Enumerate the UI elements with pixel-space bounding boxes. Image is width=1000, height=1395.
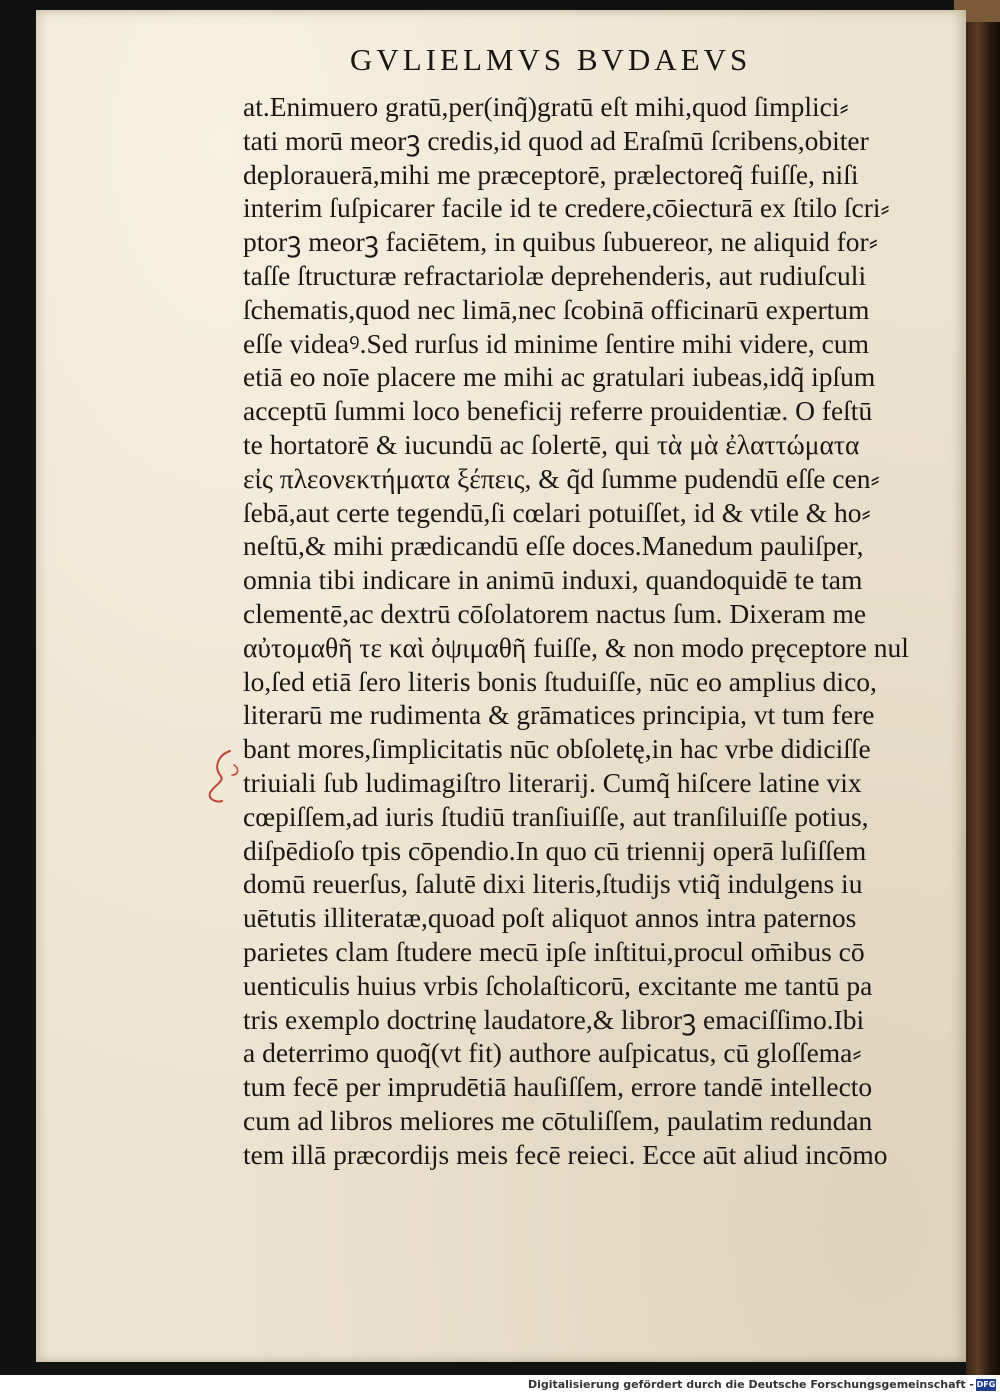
text-line: uenticulis huius vrbis ſcholaſticorū, excitante me tantū pa — [243, 969, 873, 1001]
text-line: tum fecē per imprudētiā hauſiſſem, errore tandē intellecto — [243, 1071, 873, 1103]
text-line: cœpiſſem,ad iuris ſtudiū tranſiuiſſe, aut tranſiluiſſe potius, — [243, 800, 869, 832]
text-line: etiā eo noīe placere me mihi ac gratulari iubeas,idq̃ ipſum — [243, 361, 876, 393]
text-line: literarū me rudimenta & grāmatices principia, vt tum fere — [243, 699, 875, 731]
text-line: tem illā præcordijs meis fecē reieci. Ecce aūt aliud incōmo — [243, 1138, 888, 1170]
text-line: omnia tibi indicare in animū induxi, quandoquidē te tam — [243, 564, 863, 596]
text-line: parietes clam ſtudere mecū ipſe inſtitui,procul om̄ibus cō — [243, 935, 865, 967]
text-line: triuiali ſub ludimagiſtro literarij. Cumq̃ hiſcere latine vix — [243, 766, 862, 798]
text-line: interim ſuſpicarer facile id te credere,cōiecturā ex ſtilo ſcri⸗ — [243, 192, 890, 224]
text-line: ptorꝫ meorꝫ faciētem, in quibus ſubuereor, ne aliquid for⸗ — [243, 226, 878, 258]
text-line: bant mores,ſimplicitatis nūc obſoletę,in hac vrbe didiciſſe — [243, 733, 871, 765]
text-line: ſchematis,quod nec limā,nec ſcobinā officinarū expertum — [243, 293, 870, 325]
digitization-credit: Digitalisierung gefördert durch die Deutsche Forschungsgemeinschaft - — [527, 1378, 974, 1391]
text-line: acceptū ſummi loco beneficij referre prouidentiæ. O feſtū — [243, 395, 873, 427]
text-line: domū reuerſus, ſalutē dixi literis,ſtudijs vtiq̃ indulgens iu — [243, 868, 863, 900]
text-line: diſpēdioſo tpis cōpendio.In quo cū triennij operā luſiſſem — [243, 834, 867, 866]
text-line: αὐτομαθῆ τε καὶ ὀψιμαθῆ fuiſſe, & non modo pręceptore nul — [243, 631, 909, 663]
text-line: uētutis illiteratæ,quoad poſt aliquot annos intra paternos — [243, 902, 857, 934]
text-line: deplorauerā,mihi me præceptorē, prælectoreq̃ fuiſſe, niſi — [243, 158, 859, 190]
text-line: ſebā,aut certe tegendū,ſi cœlari potuiſſet, id & vtile & ho⸗ — [243, 496, 871, 528]
text-line: clementē,ac dextrū cōſolatorem nactus ſum. Dixeram me — [243, 597, 867, 629]
text-line: tris exemplo doctrinę laudatore,& librorꝫ emaciſſimo.Ibi — [243, 1003, 865, 1035]
text-line: lo,ſed etiā ſero literis bonis ſtuduiſſe, nūc eo amplius dico, — [243, 665, 877, 697]
text-line: at.Enimuero gratū,per(inq̃)gratū eſt mihi,quod ſimplici⸗ — [243, 91, 849, 122]
running-head: GVLIELMVS BVDAEVS — [350, 42, 752, 77]
text-line: tati morū meorꝫ credis,id quod ad Eraſmū ſcribens,obiter — [243, 124, 869, 156]
text-line: taſſe ſtructuræ refractariolæ deprehenderis, aut rudiuſculi — [243, 259, 867, 291]
text-line: a deterrimo quoq̃(vt fit) authore auſpicatus, cū gloſſema⸗ — [243, 1037, 862, 1069]
footer-bar — [0, 1375, 1000, 1395]
text-line: eſſe videaꝰ.Sed rurſus id minime ſentire mihi videre, cum — [243, 327, 870, 359]
text-line: cum ad libros meliores me cōtuliſſem, paulatim redundan — [243, 1104, 873, 1136]
text-line: te hortatorē & iucundū ac ſolertē, qui τὰ μὰ ἐλαττώματα — [243, 428, 860, 460]
text-line: εἰς πλεονεκτήματα ξέπεις, & q̃d ſumme pudendū eſſe cen⸗ — [243, 462, 880, 494]
red-pencil-margin-mark — [200, 745, 248, 815]
book-binding — [966, 0, 1000, 1375]
text-line: neſtū,& mihi prædicandū eſſe doces.Manedum pauliſper, — [243, 530, 864, 562]
dfg-logo: DFG — [976, 1380, 996, 1389]
body-text — [243, 90, 943, 1172]
